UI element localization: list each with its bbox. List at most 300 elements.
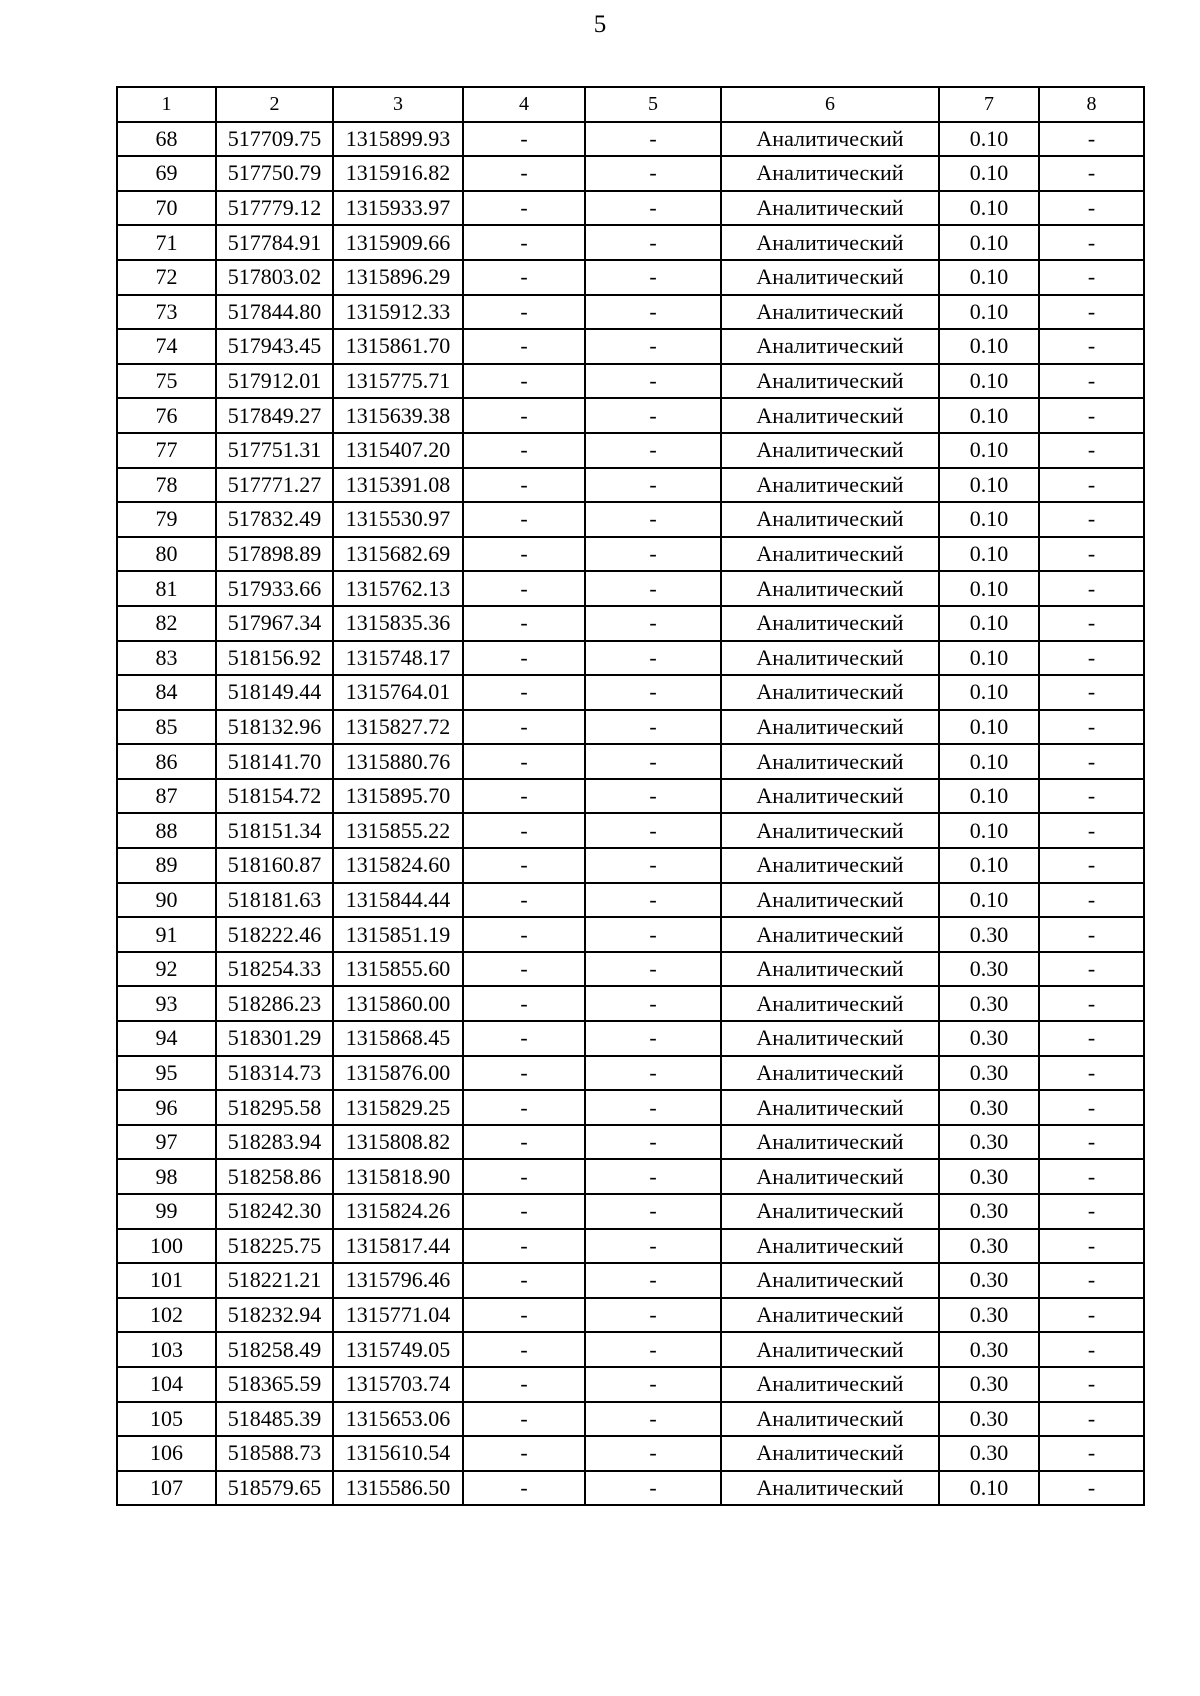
coord-y-cell: 1315762.13 [333,571,463,606]
coord-x-cell: 517943.45 [216,329,333,364]
method-cell: Аналитический [721,364,939,399]
col8-cell: - [1039,502,1144,537]
point-number-cell: 107 [117,1471,216,1506]
point-number-cell: 88 [117,813,216,848]
col8-cell: - [1039,986,1144,1021]
point-number-cell: 101 [117,1263,216,1298]
method-cell: Аналитический [721,537,939,572]
method-cell: Аналитический [721,1021,939,1056]
table-row [117,295,1144,330]
point-number-cell: 71 [117,225,216,260]
col8-cell: - [1039,537,1144,572]
coord-y-cell: 1315835.36 [333,606,463,641]
coord-y-cell: 1315610.54 [333,1436,463,1471]
method-cell: Аналитический [721,260,939,295]
table-row [117,225,1144,260]
method-cell: Аналитический [721,191,939,226]
coord-y-cell: 1315855.22 [333,813,463,848]
point-number-cell: 93 [117,986,216,1021]
accuracy-cell: 0.10 [939,641,1039,676]
table-row [117,260,1144,295]
col8-cell: - [1039,329,1144,364]
table-row [117,1021,1144,1056]
point-number-cell: 99 [117,1194,216,1229]
accuracy-cell: 0.10 [939,779,1039,814]
coord-x-cell: 517779.12 [216,191,333,226]
col4-cell: - [463,1402,585,1437]
method-cell: Аналитический [721,813,939,848]
col8-cell: - [1039,571,1144,606]
method-cell: Аналитический [721,1263,939,1298]
method-cell: Аналитический [721,675,939,710]
method-cell: Аналитический [721,502,939,537]
coord-x-cell: 518286.23 [216,986,333,1021]
method-cell: Аналитический [721,952,939,987]
col5-cell: - [585,295,721,330]
table-row [117,744,1144,779]
coord-y-cell: 1315796.46 [333,1263,463,1298]
point-number-cell: 106 [117,1436,216,1471]
coord-x-cell: 518160.87 [216,848,333,883]
method-cell: Аналитический [721,1332,939,1367]
accuracy-cell: 0.30 [939,1021,1039,1056]
coord-x-cell: 518283.94 [216,1125,333,1160]
coord-x-cell: 518222.46 [216,917,333,952]
table-row [117,952,1144,987]
point-number-cell: 82 [117,606,216,641]
coord-y-cell: 1315391.08 [333,468,463,503]
col4-cell: - [463,1471,585,1506]
coord-y-cell: 1315808.82 [333,1125,463,1160]
table-row [117,848,1144,883]
method-cell: Аналитический [721,848,939,883]
col8-cell: - [1039,225,1144,260]
col4-cell: - [463,1125,585,1160]
point-number-cell: 79 [117,502,216,537]
col4-cell: - [463,571,585,606]
col5-cell: - [585,779,721,814]
coord-x-cell: 517784.91 [216,225,333,260]
col4-cell: - [463,710,585,745]
accuracy-cell: 0.30 [939,1090,1039,1125]
col5-cell: - [585,1159,721,1194]
col8-cell: - [1039,122,1144,157]
col8-cell: - [1039,917,1144,952]
table-row [117,1367,1144,1402]
coord-y-cell: 1315909.66 [333,225,463,260]
accuracy-cell: 0.10 [939,883,1039,918]
col4-cell: - [463,537,585,572]
coord-y-cell: 1315639.38 [333,398,463,433]
table-row [117,1436,1144,1471]
point-number-cell: 91 [117,917,216,952]
col5-cell: - [585,1402,721,1437]
point-number-cell: 80 [117,537,216,572]
col5-cell: - [585,641,721,676]
col5-cell: - [585,1263,721,1298]
coord-x-cell: 518232.94 [216,1298,333,1333]
method-cell: Аналитический [721,1194,939,1229]
column-header: 6 [721,87,939,122]
coord-x-cell: 518258.49 [216,1332,333,1367]
col4-cell: - [463,744,585,779]
coord-x-cell: 518295.58 [216,1090,333,1125]
col4-cell: - [463,364,585,399]
table-row [117,986,1144,1021]
col8-cell: - [1039,295,1144,330]
point-number-cell: 76 [117,398,216,433]
col8-cell: - [1039,606,1144,641]
col8-cell: - [1039,1263,1144,1298]
col5-cell: - [585,675,721,710]
col8-cell: - [1039,1471,1144,1506]
point-number-cell: 85 [117,710,216,745]
table-body [117,122,1144,1506]
coord-x-cell: 518314.73 [216,1056,333,1091]
col8-cell: - [1039,883,1144,918]
coord-x-cell: 518301.29 [216,1021,333,1056]
table-row [117,468,1144,503]
col5-cell: - [585,398,721,433]
accuracy-cell: 0.10 [939,813,1039,848]
table-header-row [117,87,1144,122]
coord-y-cell: 1315851.19 [333,917,463,952]
col4-cell: - [463,1436,585,1471]
method-cell: Аналитический [721,606,939,641]
coord-y-cell: 1315653.06 [333,1402,463,1437]
coord-x-cell: 518156.92 [216,641,333,676]
method-cell: Аналитический [721,225,939,260]
col5-cell: - [585,1090,721,1125]
col4-cell: - [463,606,585,641]
coord-x-cell: 518588.73 [216,1436,333,1471]
col4-cell: - [463,468,585,503]
accuracy-cell: 0.30 [939,986,1039,1021]
table-row [117,917,1144,952]
col4-cell: - [463,260,585,295]
col5-cell: - [585,122,721,157]
table-row [117,1125,1144,1160]
coord-x-cell: 517898.89 [216,537,333,572]
accuracy-cell: 0.10 [939,502,1039,537]
coord-x-cell: 518221.21 [216,1263,333,1298]
col5-cell: - [585,606,721,641]
accuracy-cell: 0.10 [939,433,1039,468]
coord-x-cell: 517844.80 [216,295,333,330]
col8-cell: - [1039,1056,1144,1091]
table-row [117,813,1144,848]
coord-y-cell: 1315876.00 [333,1056,463,1091]
accuracy-cell: 0.10 [939,225,1039,260]
col8-cell: - [1039,191,1144,226]
coord-x-cell: 518151.34 [216,813,333,848]
column-header: 1 [117,87,216,122]
col4-cell: - [463,1332,585,1367]
coord-x-cell: 518149.44 [216,675,333,710]
col4-cell: - [463,191,585,226]
col4-cell: - [463,398,585,433]
coordinates-table [116,86,1145,1506]
point-number-cell: 86 [117,744,216,779]
coord-x-cell: 518258.86 [216,1159,333,1194]
coord-y-cell: 1315703.74 [333,1367,463,1402]
accuracy-cell: 0.10 [939,710,1039,745]
coord-x-cell: 517912.01 [216,364,333,399]
col5-cell: - [585,710,721,745]
coord-y-cell: 1315530.97 [333,502,463,537]
col5-cell: - [585,1367,721,1402]
table-row [117,710,1144,745]
coord-x-cell: 518181.63 [216,883,333,918]
coord-y-cell: 1315933.97 [333,191,463,226]
method-cell: Аналитический [721,1090,939,1125]
coord-x-cell: 517803.02 [216,260,333,295]
col8-cell: - [1039,364,1144,399]
accuracy-cell: 0.10 [939,1471,1039,1506]
coord-x-cell: 518254.33 [216,952,333,987]
col5-cell: - [585,1194,721,1229]
coord-x-cell: 517771.27 [216,468,333,503]
coord-y-cell: 1315860.00 [333,986,463,1021]
method-cell: Аналитический [721,1436,939,1471]
accuracy-cell: 0.10 [939,537,1039,572]
point-number-cell: 102 [117,1298,216,1333]
method-cell: Аналитический [721,1125,939,1160]
coord-x-cell: 518365.59 [216,1367,333,1402]
col5-cell: - [585,364,721,399]
coord-y-cell: 1315916.82 [333,156,463,191]
point-number-cell: 96 [117,1090,216,1125]
col4-cell: - [463,329,585,364]
point-number-cell: 81 [117,571,216,606]
col5-cell: - [585,1125,721,1160]
col4-cell: - [463,1090,585,1125]
col5-cell: - [585,1332,721,1367]
col8-cell: - [1039,156,1144,191]
col4-cell: - [463,156,585,191]
col8-cell: - [1039,260,1144,295]
method-cell: Аналитический [721,641,939,676]
col4-cell: - [463,295,585,330]
point-number-cell: 100 [117,1229,216,1264]
table-row [117,1332,1144,1367]
col5-cell: - [585,1056,721,1091]
accuracy-cell: 0.10 [939,329,1039,364]
coord-y-cell: 1315827.72 [333,710,463,745]
col5-cell: - [585,433,721,468]
col8-cell: - [1039,1367,1144,1402]
point-number-cell: 94 [117,1021,216,1056]
method-cell: Аналитический [721,1056,939,1091]
col5-cell: - [585,260,721,295]
point-number-cell: 70 [117,191,216,226]
col4-cell: - [463,1263,585,1298]
col5-cell: - [585,813,721,848]
col8-cell: - [1039,1125,1144,1160]
accuracy-cell: 0.30 [939,1194,1039,1229]
col8-cell: - [1039,433,1144,468]
point-number-cell: 78 [117,468,216,503]
accuracy-cell: 0.10 [939,468,1039,503]
method-cell: Аналитический [721,433,939,468]
method-cell: Аналитический [721,1229,939,1264]
coord-y-cell: 1315818.90 [333,1159,463,1194]
col5-cell: - [585,1229,721,1264]
col5-cell: - [585,1298,721,1333]
coord-x-cell: 518141.70 [216,744,333,779]
col5-cell: - [585,537,721,572]
col5-cell: - [585,917,721,952]
col8-cell: - [1039,1194,1144,1229]
coord-y-cell: 1315586.50 [333,1471,463,1506]
col4-cell: - [463,1367,585,1402]
point-number-cell: 98 [117,1159,216,1194]
method-cell: Аналитический [721,295,939,330]
table-row [117,606,1144,641]
coord-y-cell: 1315775.71 [333,364,463,399]
accuracy-cell: 0.30 [939,1332,1039,1367]
method-cell: Аналитический [721,156,939,191]
accuracy-cell: 0.10 [939,364,1039,399]
col8-cell: - [1039,1298,1144,1333]
col8-cell: - [1039,779,1144,814]
col5-cell: - [585,1471,721,1506]
table-row [117,1056,1144,1091]
point-number-cell: 72 [117,260,216,295]
coord-y-cell: 1315896.29 [333,260,463,295]
column-header: 2 [216,87,333,122]
accuracy-cell: 0.10 [939,744,1039,779]
point-number-cell: 84 [117,675,216,710]
col4-cell: - [463,225,585,260]
col5-cell: - [585,848,721,883]
col5-cell: - [585,156,721,191]
table-row [117,883,1144,918]
coord-x-cell: 517832.49 [216,502,333,537]
col5-cell: - [585,986,721,1021]
col4-cell: - [463,1021,585,1056]
col5-cell: - [585,1021,721,1056]
accuracy-cell: 0.30 [939,1056,1039,1091]
coord-y-cell: 1315829.25 [333,1090,463,1125]
col8-cell: - [1039,1402,1144,1437]
point-number-cell: 89 [117,848,216,883]
col4-cell: - [463,848,585,883]
col8-cell: - [1039,813,1144,848]
column-header: 7 [939,87,1039,122]
accuracy-cell: 0.30 [939,917,1039,952]
table-row [117,1229,1144,1264]
col8-cell: - [1039,1021,1144,1056]
col4-cell: - [463,675,585,710]
method-cell: Аналитический [721,779,939,814]
col4-cell: - [463,1298,585,1333]
col5-cell: - [585,571,721,606]
coord-y-cell: 1315824.60 [333,848,463,883]
col8-cell: - [1039,1090,1144,1125]
point-number-cell: 68 [117,122,216,157]
accuracy-cell: 0.30 [939,1229,1039,1264]
accuracy-cell: 0.30 [939,1159,1039,1194]
accuracy-cell: 0.30 [939,1263,1039,1298]
coord-x-cell: 518579.65 [216,1471,333,1506]
point-number-cell: 103 [117,1332,216,1367]
method-cell: Аналитический [721,1402,939,1437]
method-cell: Аналитический [721,122,939,157]
method-cell: Аналитический [721,571,939,606]
table-row [117,537,1144,572]
point-number-cell: 97 [117,1125,216,1160]
method-cell: Аналитический [721,1298,939,1333]
col4-cell: - [463,433,585,468]
coord-x-cell: 517751.31 [216,433,333,468]
coord-y-cell: 1315895.70 [333,779,463,814]
col5-cell: - [585,329,721,364]
coord-x-cell: 518132.96 [216,710,333,745]
point-number-cell: 92 [117,952,216,987]
accuracy-cell: 0.10 [939,848,1039,883]
coord-x-cell: 518485.39 [216,1402,333,1437]
point-number-cell: 73 [117,295,216,330]
method-cell: Аналитический [721,710,939,745]
accuracy-cell: 0.30 [939,1436,1039,1471]
coord-y-cell: 1315749.05 [333,1332,463,1367]
coord-y-cell: 1315912.33 [333,295,463,330]
page-number: 5 [593,11,607,38]
column-header: 5 [585,87,721,122]
table-row [117,502,1144,537]
method-cell: Аналитический [721,986,939,1021]
point-number-cell: 105 [117,1402,216,1437]
accuracy-cell: 0.10 [939,675,1039,710]
col5-cell: - [585,952,721,987]
method-cell: Аналитический [721,398,939,433]
table-row [117,1159,1144,1194]
accuracy-cell: 0.10 [939,571,1039,606]
col5-cell: - [585,1436,721,1471]
method-cell: Аналитический [721,1471,939,1506]
table-row [117,1471,1144,1506]
accuracy-cell: 0.10 [939,260,1039,295]
accuracy-cell: 0.10 [939,156,1039,191]
accuracy-cell: 0.30 [939,1367,1039,1402]
point-number-cell: 90 [117,883,216,918]
table-row [117,122,1144,157]
col8-cell: - [1039,468,1144,503]
method-cell: Аналитический [721,744,939,779]
accuracy-cell: 0.10 [939,295,1039,330]
accuracy-cell: 0.10 [939,122,1039,157]
method-cell: Аналитический [721,883,939,918]
point-number-cell: 83 [117,641,216,676]
accuracy-cell: 0.30 [939,1402,1039,1437]
coord-y-cell: 1315868.45 [333,1021,463,1056]
col4-cell: - [463,502,585,537]
table-row [117,641,1144,676]
point-number-cell: 95 [117,1056,216,1091]
column-header: 3 [333,87,463,122]
coord-x-cell: 518225.75 [216,1229,333,1264]
col5-cell: - [585,502,721,537]
table-row [117,398,1144,433]
col4-cell: - [463,917,585,952]
col4-cell: - [463,1159,585,1194]
col4-cell: - [463,779,585,814]
table-row [117,1402,1144,1437]
point-number-cell: 69 [117,156,216,191]
col8-cell: - [1039,848,1144,883]
point-number-cell: 74 [117,329,216,364]
